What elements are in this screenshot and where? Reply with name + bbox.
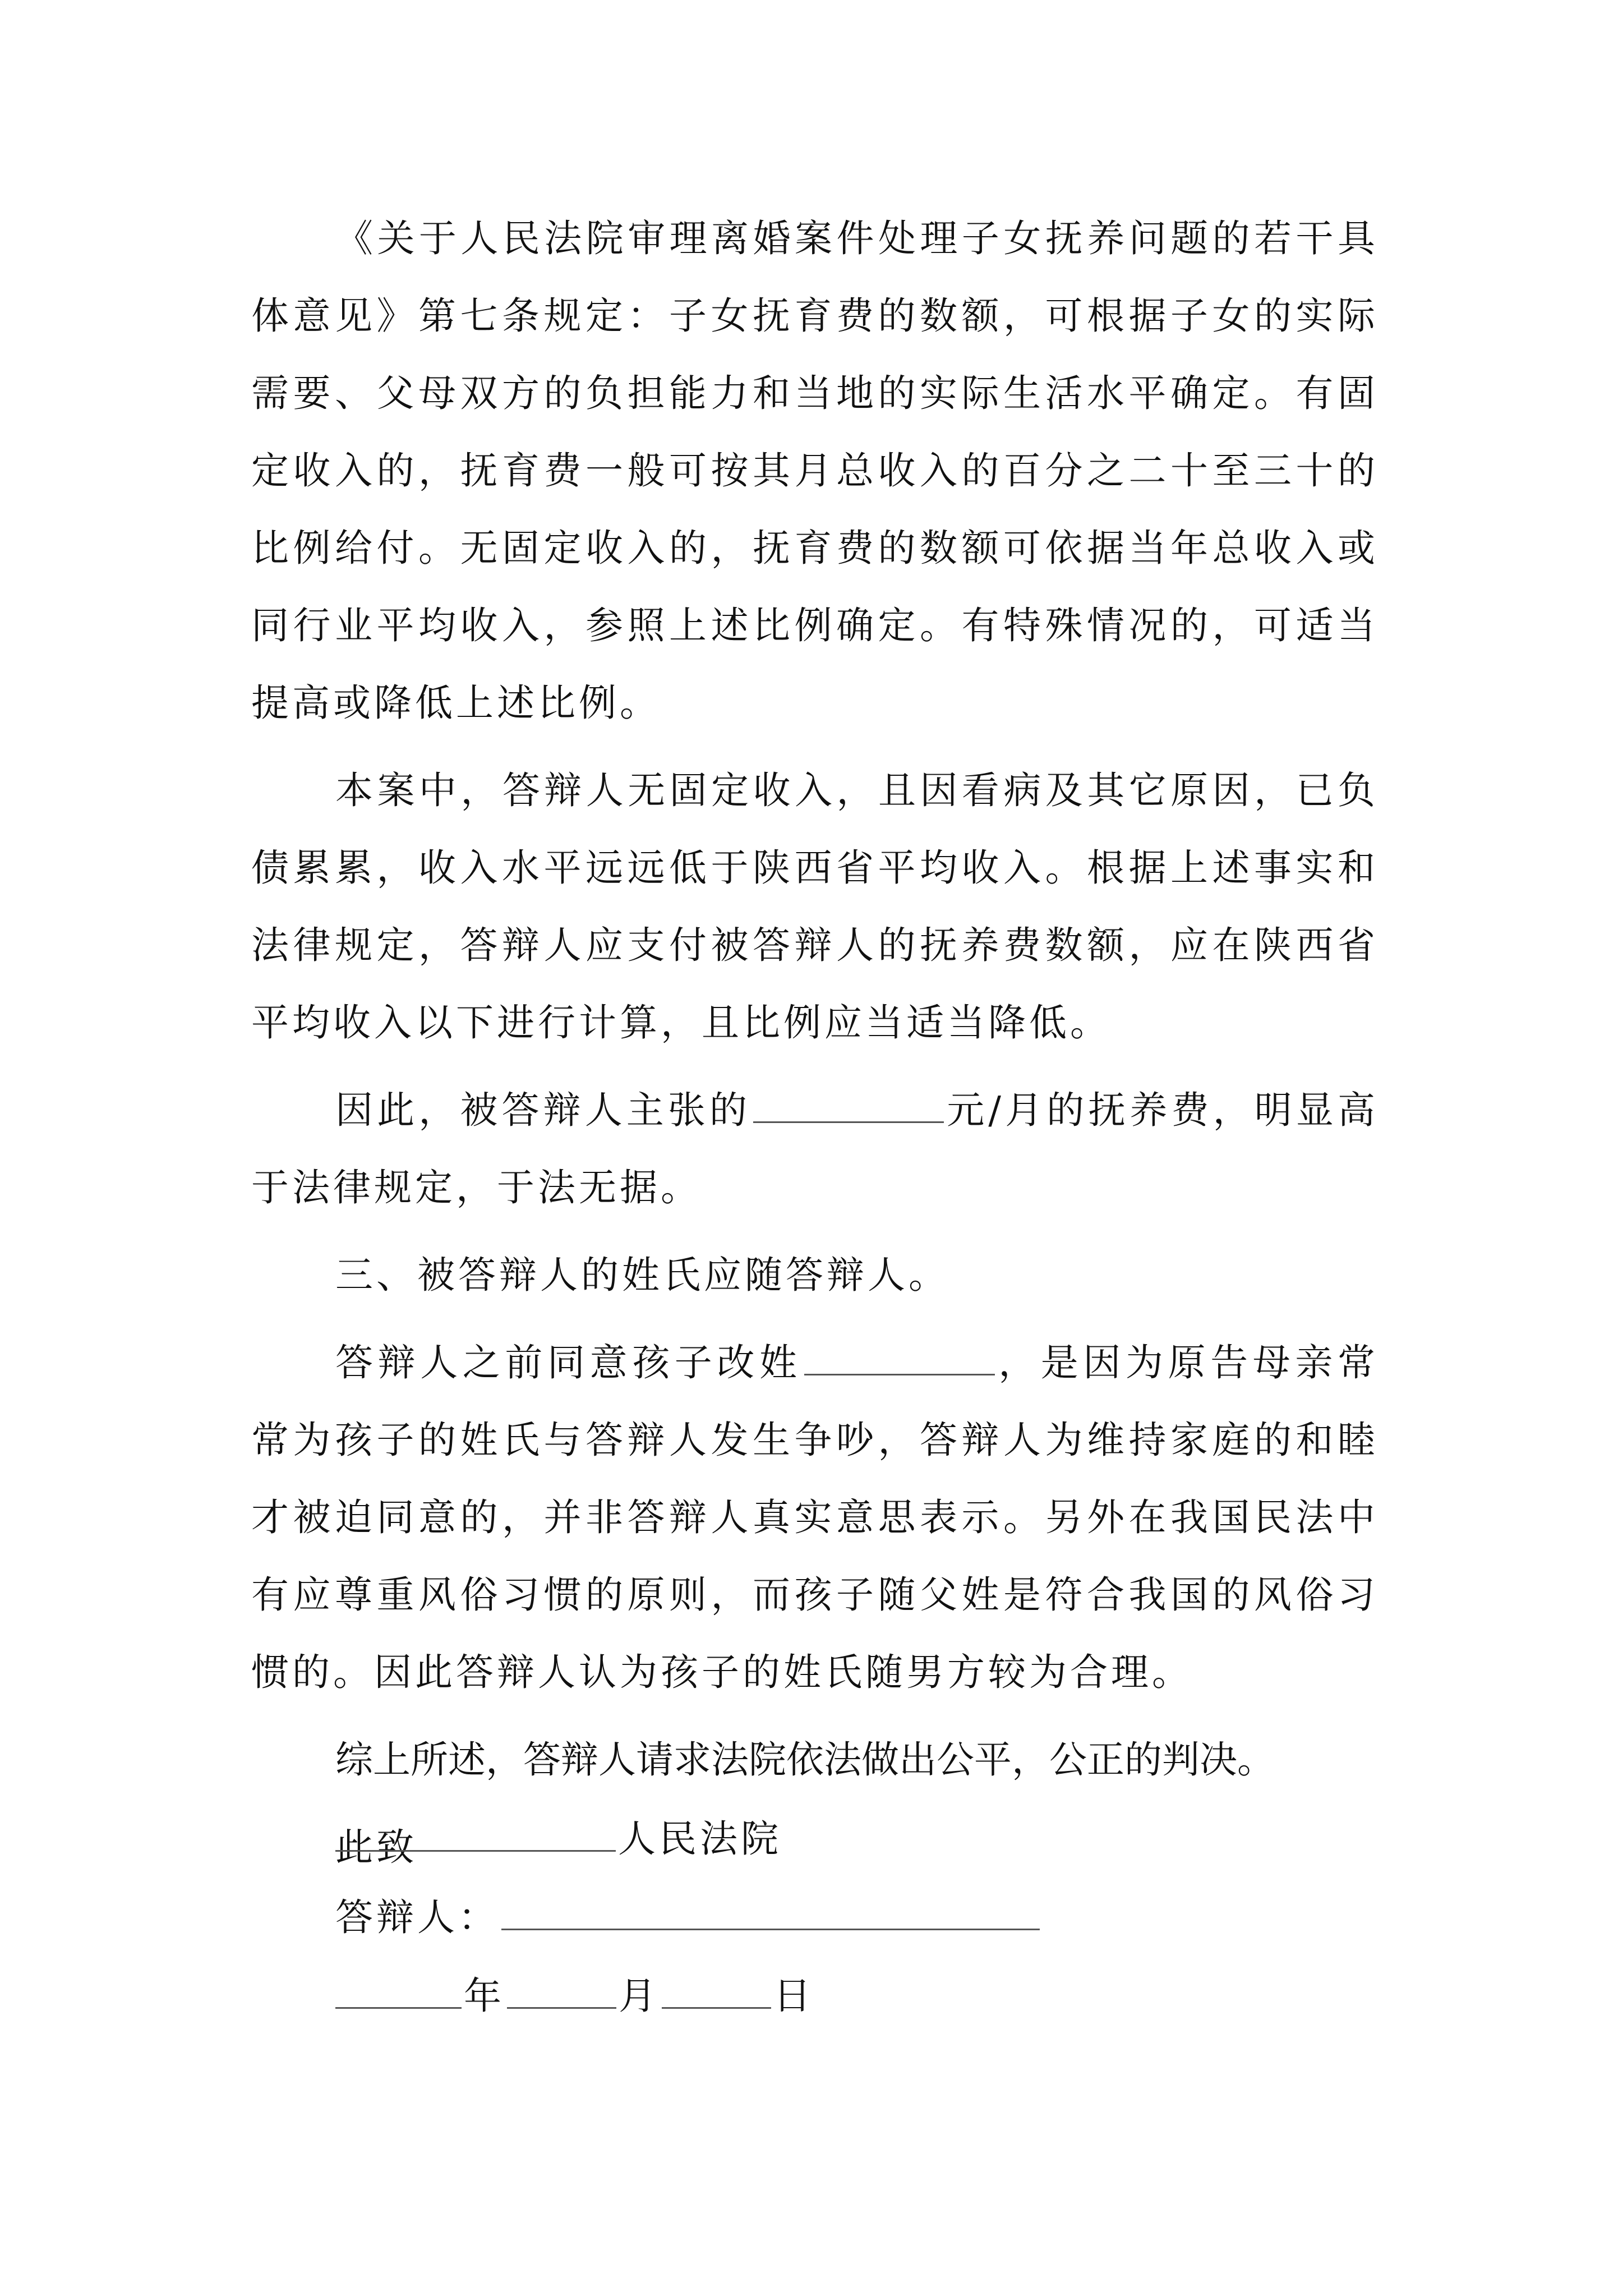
- section-3-heading: 三、被答辩人的姓氏应随答辩人。: [335, 1253, 949, 1297]
- year-blank: [335, 1972, 462, 2009]
- law-citation-paragraph: 《关于人民法院审理离婚案件处理子女抚养问题的若干具体意见》第七条规定：子女抚育费的数额，可根据子女的实际需要、父母双方的负担能力和当地的实际生活水平确定。有固定收入的，抚育费一般可按其月总收入的百分之二十至三十的比例给付。无固定收入的，抚育费的数额可依据当年总收入或同行业平均收入，参照上述比例确定。有特殊情况的，可适当提高或降低上述比例。: [251, 217, 1378, 725]
- date-line: [335, 1966, 814, 2020]
- respondent-label: 答辩人：: [335, 1895, 499, 1939]
- respondent-signature-blank: [501, 1894, 1040, 1930]
- surname-text-after: ，是因为原告母亲常常为孩子的姓氏与答辩人发生争吵，答辩人为维持家庭的和睦才被迫同意的，并非答辩人真实意思表示。另外在我国民法中有应尊重风俗习惯的原则，而孩子随父姓是符合我国的风俗习惯的。因此答辩人认为孩子的姓氏随男方较为合理。: [251, 1341, 1379, 1694]
- respondent-signature-line: [335, 1888, 1042, 1941]
- salutation: 此致: [335, 1825, 417, 1869]
- month-blank: [507, 1972, 616, 2009]
- document-body: [251, 200, 1378, 1886]
- support-amount-text-after: 元/月的抚养费，明显高于法律规定，于法无据。: [251, 1088, 1378, 1209]
- surname-paragraph: [251, 1324, 1378, 1711]
- court-line: [335, 1809, 782, 1863]
- surname-text-before: 答辩人之前同意孩子改姓: [335, 1341, 802, 1384]
- court-name-blank: [335, 1815, 616, 1852]
- support-amount-paragraph: [251, 1071, 1378, 1226]
- court-suffix: 人民法院: [618, 1817, 782, 1861]
- conclusion-paragraph: 综上所述，答辩人请求法院依法做出公平，公正的判决。: [335, 1738, 1275, 1782]
- day-label: 日: [773, 1974, 814, 2018]
- year-label: 年: [464, 1974, 505, 2018]
- surname-blank: [804, 1341, 995, 1375]
- day-blank: [662, 1972, 771, 2009]
- month-label: 月: [619, 1974, 660, 2018]
- support-amount-blank: [753, 1089, 944, 1123]
- case-facts-paragraph: 本案中，答辩人无固定收入，且因看病及其它原因，已负债累累，收入水平远远低于陕西省平均收入。根据上述事实和法律规定，答辩人应支付被答辩人的抚养费数额，应在陕西省平均收入以下进行计算，且比例应当适当降低。: [251, 769, 1378, 1045]
- support-amount-text-before: 因此，被答辩人主张的: [335, 1088, 751, 1132]
